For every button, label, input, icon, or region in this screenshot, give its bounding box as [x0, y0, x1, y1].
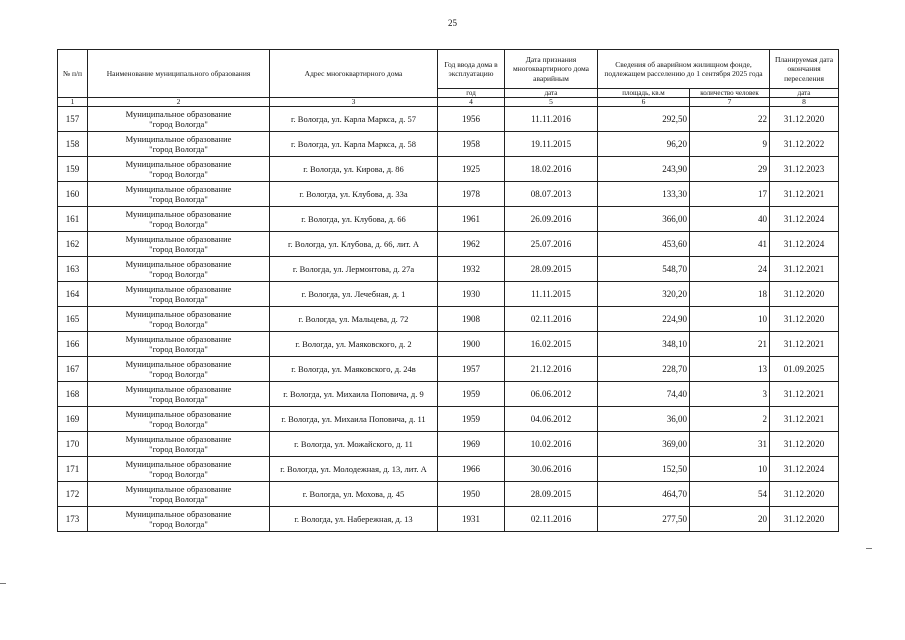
cell-area: 133,30 [598, 182, 690, 207]
cell-year: 1959 [438, 407, 505, 432]
header-recognition-date: Дата признания многоквартирного дома аварийным [505, 50, 598, 89]
municipality-line: Муниципальное образование [125, 283, 232, 294]
cell-planned-date: 31.12.2024 [770, 457, 839, 482]
table-body [58, 107, 839, 532]
cell-planned-date: 31.12.2020 [770, 507, 839, 532]
municipality-line: Муниципальное образование [125, 483, 232, 494]
municipality-city: "город Вологда" [149, 269, 208, 279]
municipality-line: Муниципальное образование [125, 433, 232, 444]
table-row [58, 457, 839, 482]
municipality-line: Муниципальное образование [125, 108, 232, 119]
cell-municipality [88, 107, 270, 132]
table-header [58, 50, 839, 107]
cell-people-count: 17 [690, 182, 770, 207]
cell-planned-date: 31.12.2021 [770, 407, 839, 432]
header-planned-date: Планируемая дата окончания переселения [770, 50, 839, 89]
cell-people-count: 31 [690, 432, 770, 457]
header-year: Год ввода дома в эксплуатацию [438, 50, 505, 89]
cell-row-number: 167 [58, 357, 88, 382]
municipality-line: Муниципальное образование [125, 333, 232, 344]
header-housing-info: Сведения об аварийном жилищном фонде, подлежащем расселению до 1 сентября 2025 года [598, 50, 770, 89]
cell-area: 277,50 [598, 507, 690, 532]
cell-municipality [88, 482, 270, 507]
cell-row-number: 170 [58, 432, 88, 457]
table-row [58, 282, 839, 307]
cell-planned-date: 31.12.2021 [770, 257, 839, 282]
cell-planned-date: 31.12.2021 [770, 332, 839, 357]
cell-recognition-date: 02.11.2016 [505, 307, 598, 332]
cell-area: 292,50 [598, 107, 690, 132]
cell-planned-date: 31.12.2024 [770, 207, 839, 232]
subheader-date: дата [505, 89, 598, 98]
cell-people-count: 9 [690, 132, 770, 157]
cell-municipality [88, 182, 270, 207]
cell-year: 1931 [438, 507, 505, 532]
cell-recognition-date: 11.11.2015 [505, 282, 598, 307]
cell-area: 224,90 [598, 307, 690, 332]
cell-recognition-date: 04.06.2012 [505, 407, 598, 432]
cell-recognition-date: 06.06.2012 [505, 382, 598, 407]
cell-year: 1956 [438, 107, 505, 132]
cell-planned-date: 01.09.2025 [770, 357, 839, 382]
municipality-city: "город Вологда" [149, 394, 208, 404]
municipality-line: Муниципальное образование [125, 408, 232, 419]
cell-year: 1958 [438, 132, 505, 157]
cell-address: г. Вологда, ул. Молодежная, д. 13, лит. А [270, 457, 438, 482]
table-row [58, 107, 839, 132]
cell-year: 1925 [438, 157, 505, 182]
municipality-city: "город Вологда" [149, 369, 208, 379]
cell-people-count: 41 [690, 232, 770, 257]
cell-recognition-date: 16.02.2015 [505, 332, 598, 357]
table-row [58, 357, 839, 382]
cell-area: 228,70 [598, 357, 690, 382]
table-row [58, 482, 839, 507]
header-address: Адрес многоквартирного дома [270, 50, 438, 98]
municipality-line: Муниципальное образование [125, 458, 232, 469]
cell-people-count: 3 [690, 382, 770, 407]
table-row [58, 382, 839, 407]
header-municipality: Наименование муниципального образования [88, 50, 270, 98]
municipality-line: Муниципальное образование [125, 383, 232, 394]
cell-people-count: 24 [690, 257, 770, 282]
cell-area: 348,10 [598, 332, 690, 357]
table-row [58, 257, 839, 282]
table-row [58, 307, 839, 332]
municipality-city: "город Вологда" [149, 319, 208, 329]
municipality-city: "город Вологда" [149, 469, 208, 479]
column-index: 1 [58, 98, 88, 107]
cell-row-number: 161 [58, 207, 88, 232]
cell-people-count: 29 [690, 157, 770, 182]
column-index: 2 [88, 98, 270, 107]
municipality-city: "город Вологда" [149, 194, 208, 204]
cell-planned-date: 31.12.2021 [770, 182, 839, 207]
cell-row-number: 173 [58, 507, 88, 532]
cell-municipality [88, 207, 270, 232]
cell-row-number: 163 [58, 257, 88, 282]
cell-row-number: 172 [58, 482, 88, 507]
cell-municipality [88, 407, 270, 432]
cell-address: г. Вологда, ул. Лермонтова, д. 27а [270, 257, 438, 282]
cell-area: 320,20 [598, 282, 690, 307]
cell-recognition-date: 10.02.2016 [505, 432, 598, 457]
cell-area: 152,50 [598, 457, 690, 482]
cell-municipality [88, 457, 270, 482]
cell-planned-date: 31.12.2020 [770, 107, 839, 132]
subheader-date-end: дата [770, 89, 839, 98]
municipality-city: "город Вологда" [149, 119, 208, 129]
cell-address: г. Вологда, ул. Клубова, д. 66, лит. А [270, 232, 438, 257]
cell-area: 36,00 [598, 407, 690, 432]
cell-recognition-date: 08.07.2013 [505, 182, 598, 207]
column-index: 5 [505, 98, 598, 107]
cell-municipality [88, 232, 270, 257]
municipality-city: "город Вологда" [149, 494, 208, 504]
cell-row-number: 171 [58, 457, 88, 482]
cell-year: 1932 [438, 257, 505, 282]
subheader-area: площадь, кв.м [598, 89, 690, 98]
cell-area: 74,40 [598, 382, 690, 407]
edge-mark [0, 583, 6, 584]
edge-mark [866, 548, 872, 549]
cell-year: 1969 [438, 432, 505, 457]
cell-address: г. Вологда, ул. Можайского, д. 11 [270, 432, 438, 457]
cell-area: 464,70 [598, 482, 690, 507]
municipality-line: Муниципальное образование [125, 158, 232, 169]
cell-planned-date: 31.12.2021 [770, 382, 839, 407]
header-num: № п/п [58, 50, 88, 98]
municipality-line: Муниципальное образование [125, 133, 232, 144]
cell-people-count: 54 [690, 482, 770, 507]
table-row [58, 432, 839, 457]
cell-address: г. Вологда, ул. Мохова, д. 45 [270, 482, 438, 507]
municipality-city: "город Вологда" [149, 244, 208, 254]
municipality-line: Муниципальное образование [125, 233, 232, 244]
cell-row-number: 169 [58, 407, 88, 432]
cell-municipality [88, 257, 270, 282]
subheader-year: год [438, 89, 505, 98]
cell-address: г. Вологда, ул. Карла Маркса, д. 58 [270, 132, 438, 157]
cell-year: 1950 [438, 482, 505, 507]
cell-year: 1930 [438, 282, 505, 307]
cell-municipality [88, 432, 270, 457]
table-row [58, 332, 839, 357]
cell-row-number: 168 [58, 382, 88, 407]
column-index: 4 [438, 98, 505, 107]
cell-address: г. Вологда, ул. Клубова, д. 66 [270, 207, 438, 232]
cell-planned-date: 31.12.2020 [770, 482, 839, 507]
cell-address: г. Вологда, ул. Набережная, д. 13 [270, 507, 438, 532]
cell-people-count: 10 [690, 307, 770, 332]
cell-year: 1978 [438, 182, 505, 207]
cell-area: 369,00 [598, 432, 690, 457]
cell-recognition-date: 18.02.2016 [505, 157, 598, 182]
municipality-city: "город Вологда" [149, 519, 208, 529]
municipality-line: Муниципальное образование [125, 208, 232, 219]
column-index: 7 [690, 98, 770, 107]
cell-address: г. Вологда, ул. Михаила Поповича, д. 9 [270, 382, 438, 407]
cell-recognition-date: 21.12.2016 [505, 357, 598, 382]
emergency-housing-table [57, 49, 839, 532]
cell-municipality [88, 307, 270, 332]
municipality-city: "город Вологда" [149, 294, 208, 304]
cell-address: г. Вологда, ул. Маяковского, д. 2 [270, 332, 438, 357]
cell-row-number: 164 [58, 282, 88, 307]
cell-municipality [88, 157, 270, 182]
cell-people-count: 20 [690, 507, 770, 532]
municipality-city: "город Вологда" [149, 219, 208, 229]
cell-row-number: 157 [58, 107, 88, 132]
column-index: 3 [270, 98, 438, 107]
cell-area: 96,20 [598, 132, 690, 157]
cell-area: 453,60 [598, 232, 690, 257]
cell-municipality [88, 132, 270, 157]
municipality-city: "город Вологда" [149, 169, 208, 179]
cell-year: 1961 [438, 207, 505, 232]
cell-year: 1900 [438, 332, 505, 357]
table-row [58, 407, 839, 432]
cell-address: г. Вологда, ул. Маяковского, д. 24в [270, 357, 438, 382]
municipality-city: "город Вологда" [149, 419, 208, 429]
cell-address: г. Вологда, ул. Клубова, д. 33а [270, 182, 438, 207]
subheader-people: количество человек [690, 89, 770, 98]
cell-year: 1966 [438, 457, 505, 482]
cell-municipality [88, 282, 270, 307]
cell-recognition-date: 19.11.2015 [505, 132, 598, 157]
cell-row-number: 160 [58, 182, 88, 207]
cell-address: г. Вологда, ул. Кирова, д. 86 [270, 157, 438, 182]
cell-year: 1962 [438, 232, 505, 257]
cell-recognition-date: 02.11.2016 [505, 507, 598, 532]
cell-people-count: 21 [690, 332, 770, 357]
cell-recognition-date: 25.07.2016 [505, 232, 598, 257]
table-row [58, 157, 839, 182]
table-row [58, 132, 839, 157]
municipality-city: "город Вологда" [149, 344, 208, 354]
table-row [58, 507, 839, 532]
cell-year: 1959 [438, 382, 505, 407]
cell-area: 243,90 [598, 157, 690, 182]
cell-planned-date: 31.12.2024 [770, 232, 839, 257]
cell-people-count: 40 [690, 207, 770, 232]
table-row [58, 207, 839, 232]
cell-row-number: 159 [58, 157, 88, 182]
cell-recognition-date: 28.09.2015 [505, 482, 598, 507]
cell-people-count: 18 [690, 282, 770, 307]
cell-planned-date: 31.12.2020 [770, 307, 839, 332]
cell-municipality [88, 332, 270, 357]
table-row [58, 182, 839, 207]
cell-year: 1908 [438, 307, 505, 332]
cell-people-count: 22 [690, 107, 770, 132]
cell-planned-date: 31.12.2023 [770, 157, 839, 182]
municipality-line: Муниципальное образование [125, 358, 232, 369]
cell-area: 548,70 [598, 257, 690, 282]
cell-address: г. Вологда, ул. Лечебная, д. 1 [270, 282, 438, 307]
cell-recognition-date: 26.09.2016 [505, 207, 598, 232]
cell-planned-date: 31.12.2020 [770, 432, 839, 457]
municipality-line: Муниципальное образование [125, 308, 232, 319]
cell-planned-date: 31.12.2022 [770, 132, 839, 157]
municipality-line: Муниципальное образование [125, 183, 232, 194]
column-index: 8 [770, 98, 839, 107]
cell-year: 1957 [438, 357, 505, 382]
municipality-line: Муниципальное образование [125, 258, 232, 269]
cell-address: г. Вологда, ул. Карла Маркса, д. 57 [270, 107, 438, 132]
cell-planned-date: 31.12.2020 [770, 282, 839, 307]
municipality-city: "город Вологда" [149, 144, 208, 154]
cell-row-number: 162 [58, 232, 88, 257]
cell-people-count: 13 [690, 357, 770, 382]
cell-address: г. Вологда, ул. Михаила Поповича, д. 11 [270, 407, 438, 432]
cell-recognition-date: 11.11.2016 [505, 107, 598, 132]
cell-people-count: 2 [690, 407, 770, 432]
cell-row-number: 166 [58, 332, 88, 357]
page-number: 25 [448, 18, 457, 28]
cell-row-number: 158 [58, 132, 88, 157]
cell-municipality [88, 382, 270, 407]
cell-address: г. Вологда, ул. Мальцева, д. 72 [270, 307, 438, 332]
cell-municipality [88, 357, 270, 382]
cell-municipality [88, 507, 270, 532]
cell-people-count: 10 [690, 457, 770, 482]
column-index: 6 [598, 98, 690, 107]
municipality-city: "город Вологда" [149, 444, 208, 454]
table-row [58, 232, 839, 257]
cell-area: 366,00 [598, 207, 690, 232]
cell-row-number: 165 [58, 307, 88, 332]
municipality-line: Муниципальное образование [125, 508, 232, 519]
cell-recognition-date: 30.06.2016 [505, 457, 598, 482]
cell-recognition-date: 28.09.2015 [505, 257, 598, 282]
